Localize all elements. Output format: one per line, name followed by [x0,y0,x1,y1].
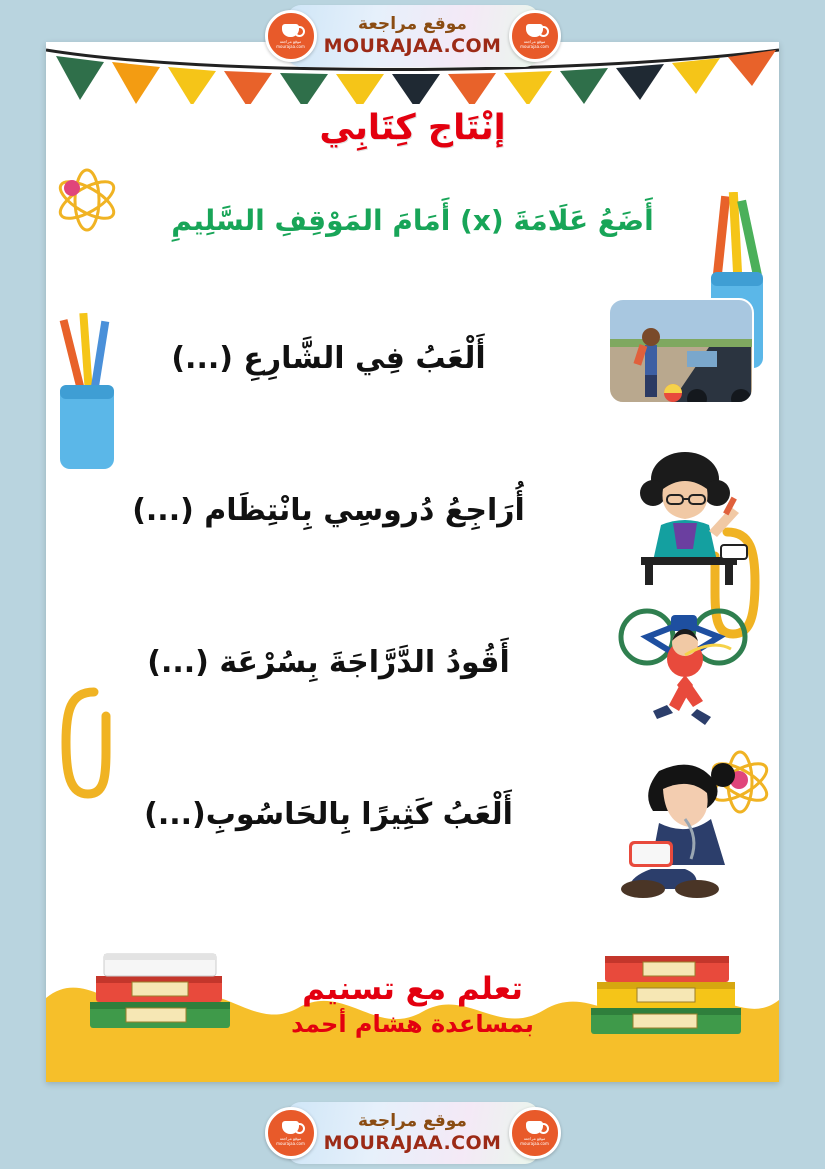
child-playing-with-tablet-illustration [601,749,761,879]
instruction-text: أَضَعُ عَلَامَةَ (x) أَمَامَ المَوْقِفِ السَّلِيمِ [171,204,654,237]
watermark-site-url-bottom: MOURAJAA.COM [323,1131,502,1154]
worksheet-page [46,42,779,1082]
watermark-site-url: MOURAJAA.COM [323,34,502,57]
exercise-row[interactable] [46,586,779,738]
bottom-watermark-banner [0,1097,825,1169]
footer-subtitle: بمساعدة هشام أحمد [291,1009,534,1038]
exercise-row[interactable] [46,434,779,586]
badge-caption: موقع مراجعة mourajaa.com [520,38,549,49]
page-title: إنْتَاج كِتَابِي [319,108,506,148]
child-studying-at-desk-illustration [601,445,761,575]
badge-caption: موقع مراجعة mourajaa.com [276,38,305,49]
exercise-sentence: أَلْعَبُ فِي الشَّارِعِ (...) [171,340,486,376]
exercise-sentence: أُرَاجِعُ دُروسِي بِانْتِظَام (...) [132,492,525,528]
mourajaa-logo-icon-secondary [509,10,561,62]
watermark-pill [276,5,549,67]
top-watermark-banner [0,0,825,72]
watermark-arabic-label-bottom: موقع مراجعة [358,1111,467,1132]
footer-title: تعلم مع تسنيم [302,971,523,1008]
exercise-row[interactable] [46,738,779,890]
watermark-arabic-label: موقع مراجعة [358,14,467,35]
watermark-pill-bottom [276,1102,549,1164]
mourajaa-logo-icon-bottom-left [265,1107,317,1159]
badge-caption: موقع مراجعة mourajaa.com [276,1135,305,1146]
badge-caption: موقع مراجعة mourajaa.com [520,1135,549,1146]
mourajaa-logo-icon-bottom-right [509,1107,561,1159]
exercise-sentence: أَلْعَبُ كَثِيرًا بِالحَاسُوبِ(...) [144,796,513,832]
exercise-sentence: أَقُودُ الدَّرَّاجَةَ بِسُرْعَة (...) [147,644,510,680]
footer-credits [46,970,779,1040]
exercise-list [46,282,779,890]
exercise-row[interactable] [46,282,779,434]
child-riding-bicycle-fast-illustration [601,597,761,727]
mourajaa-logo-icon [265,10,317,62]
child-playing-in-street-illustration [601,293,761,423]
